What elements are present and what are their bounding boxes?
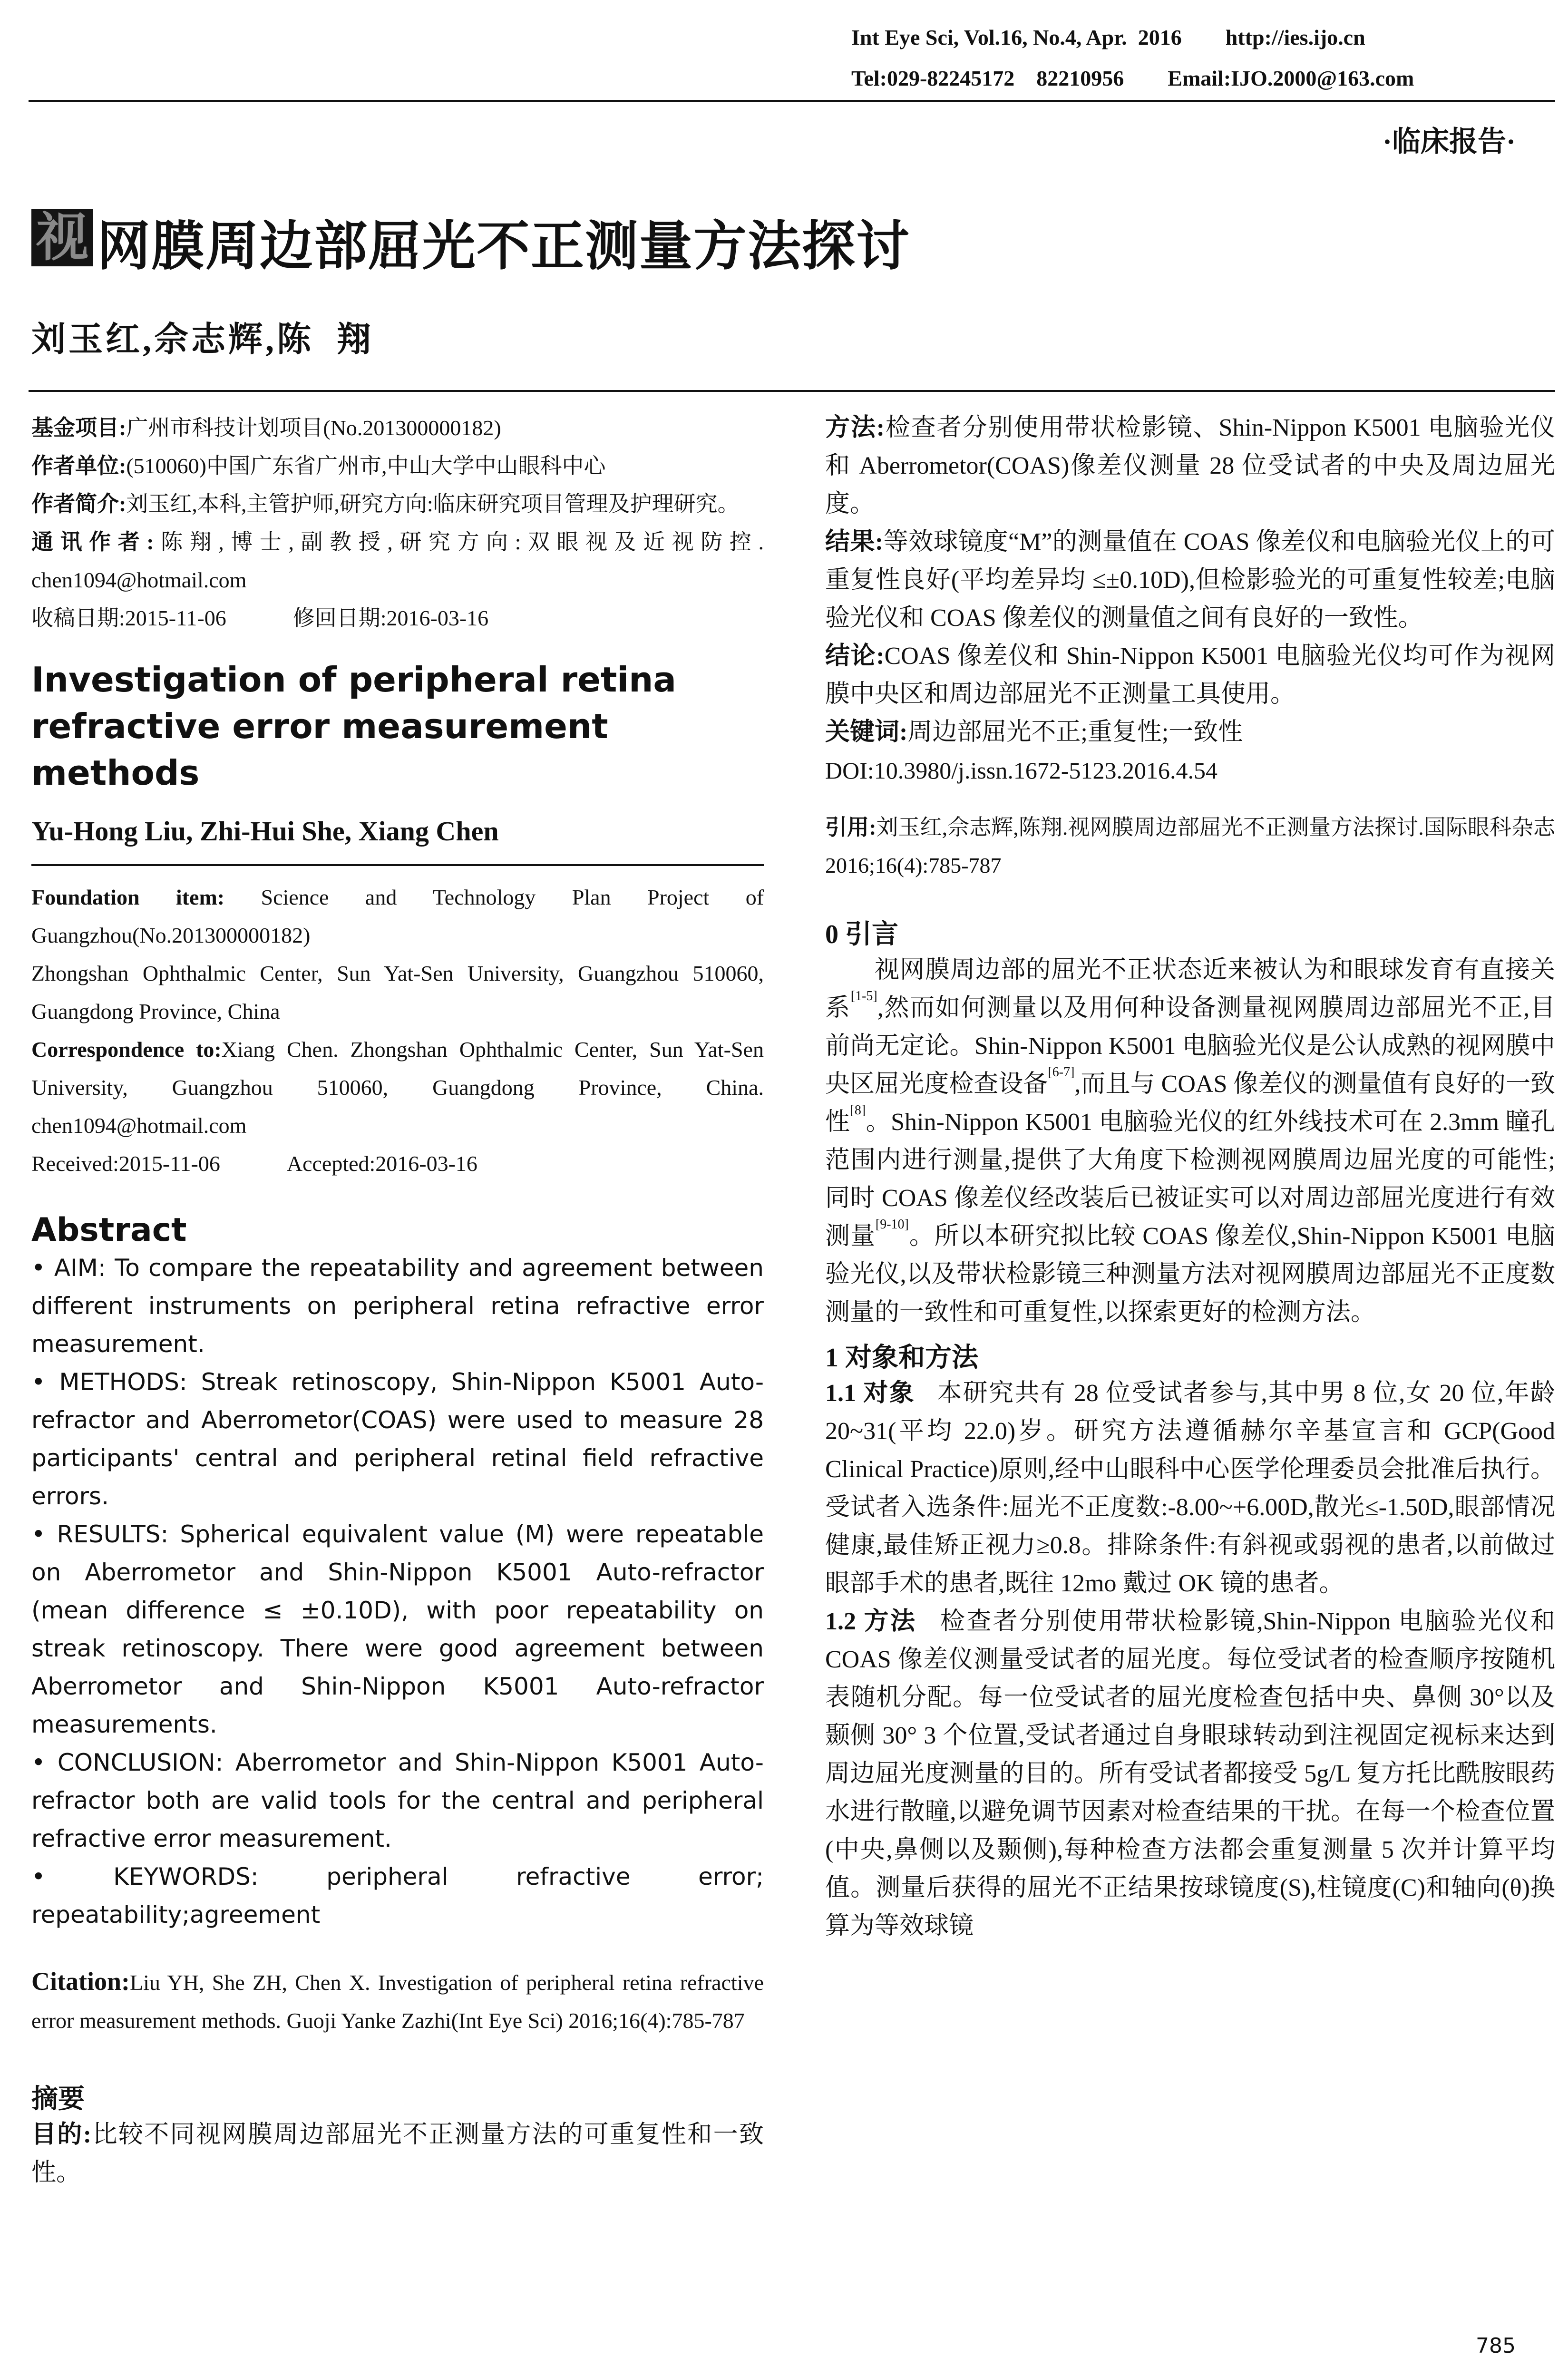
citation-chinese: 引用:刘玉红,佘志辉,陈翔.视网膜周边部屈光不正测量方法探讨.国际眼科杂志 2016;16(4):785-787 — [825, 815, 1556, 877]
abstract-methods-cn: 方法:检查者分别使用带状检影镜、Shin-Nippon K5001 电脑验光仪和 Aberrometor(COAS)像差仪测量 28 位受试者的中央及周边屈光度。 — [825, 414, 1555, 517]
fund-line: 基金项目:广州市科技计划项目(No.201300000182) — [31, 416, 501, 440]
abstract-aim: • AIM: To compare the repeatability and agreement between different instruments on peripheral retina refractive error measurement. — [31, 1254, 764, 1358]
section-1-1-paragraph: 1.1 对象 本研究共有 28 位受试者参与,其中男 8 位,女 20 位,年龄 20~31(平均 22.0)岁。研究方法遵循赫尔辛基宣言和 GCP(Good Clinical Practice)原则,经中山眼科中心医学伦理委员会批准后执行。受试者入选条件:屈光不正度数:-8.00~+6.00D,散光≤-1.50D,眼部情况健康,最佳矫正视力≥0.8。排除条件:有斜视或弱视的患者,以前做过眼部手术的患者,既往 12mo 戴过 OK 镜的患者。 — [825, 1380, 1555, 1597]
section-1-2-paragraph: 1.2 方法 检查者分别使用带状检影镜,Shin-Nippon 电脑验光仪和 COAS 像差仪测量受试者的屈光度。每位受试者的检查顺序按随机表随机分配。每一位受试者的屈光度检查包括中央、鼻侧 30°以及颞侧 30° 3 个位置,受试者通过自身眼球转动到注视固定视标来达到周边屈光度测量的目的。所有受试者都接受 5g/L 复方托比酰胺眼药水进行散瞳,以避免调节因素对检查结果的干扰。在每一个检查位置(中央,鼻侧以及颞侧),每种检查方法都会重复测量 5 次并计算平均值。测量后获得的屈光不正结果按球镜度(S),柱镜度(C)和轴向(θ)换算为等效球镜 — [825, 1608, 1556, 1939]
left-column — [31, 409, 764, 2192]
doi: DOI:10.3980/j.issn.1672-5123.2016.4.54 — [825, 757, 1217, 784]
abstract-conclusion: • CONCLUSION: Aberrometor and Shin-Nippon K5001 Auto-refractor both are valid tools for the central and peripheral refractive error measurement. — [31, 1749, 764, 1852]
title-rule — [29, 390, 1555, 392]
abstract-heading: Abstract — [31, 1211, 187, 1249]
dates-en: Received:2015-11-06 Accepted:2016-03-16 — [31, 1151, 477, 1176]
title-initial-icon: 视 — [31, 209, 93, 266]
abstract-results: • RESULTS: Spherical equivalent value (M) were repeatable on Aberrometor and Shin-Nippon K5001 Auto-refractor (mean difference ≤ ±0.10D), with poor repeatability on streak retinoscopy. There were good agreement between Aberrometor and Shin-Nippon K5001 Auto-refractor measurements. — [31, 1520, 764, 1738]
affiliation-line: 作者单位:(510060)中国广东省广州市,中山大学中山眼科中心 — [31, 454, 606, 478]
dates-cn: 收稿日期:2015-11-06 修回日期:2016-03-16 — [31, 606, 489, 630]
abstract-objective-cn: 目的:比较不同视网膜周边部屈光不正测量方法的可重复性和一致性。 — [31, 2121, 764, 2186]
journal-header-line2: Tel:029-82245172 82210956 Email:IJO.2000@163.com — [851, 66, 1414, 90]
header-rule — [29, 100, 1555, 102]
keywords-cn: 关键词:周边部屈光不正;重复性;一致性 — [825, 719, 1243, 746]
corresponding-author-line: 通讯作者:陈翔,博士,副教授,研究方向:双眼视及近视防控. chen1094@hotmail.com — [31, 530, 764, 592]
english-title: Investigation of peripheral retina refractive error measurement methods — [31, 660, 676, 793]
foundation-item: Foundation item: Science and Technology Plan Project of Guangzhou(No.201300000182) — [31, 885, 764, 947]
page-number: 785 — [1476, 2334, 1516, 2358]
authors-chinese: 刘玉红,佘志辉,陈 翔 — [31, 321, 374, 359]
correspondence: Correspondence to:Xiang Chen. Zhongshan Ophthalmic Center, Sun Yat-Sen University, Guangzhou 510060, Guangdong Province, China. chen1094@hotmail.com — [31, 1037, 764, 1138]
section-tag: ·临床报告· — [1382, 126, 1516, 157]
section-0-paragraph: 视网膜周边部的屈光不正状态近来被认为和眼球发育有直接关系[1-5],然而如何测量以及用何种设备测量视网膜周边部屈光不正,目前尚无定论。Shin-Nippon K5001 电脑验光仪是公认成熟的视网膜中央区屈光度检查设备[6-7],而且与 COAS 像差仪的测量值有良好的一致性[8]。Shin-Nippon K5001 电脑验光仪的红外线技术可在 2.3mm 瞳孔范围内进行测量,提供了大角度下检测视网膜周边屈光度的可能性;同时 COAS 像差仪经改装后已被证实可以对周边部屈光度进行有效测量[9-10]。所以本研究拟比较 COAS 像差仪,Shin-Nippon K5001 电脑验光仪,以及带状检影镜三种测量方法对视网膜周边部屈光不正度数测量的一致性和可重复性,以探索更好的检测方法。 — [825, 956, 1555, 1326]
abstract-results-cn: 结果:等效球镜度“M”的测量值在 COAS 像差仪和电脑验光仪上的可重复性良好(平均差异均 ≤±0.10D),但检影验光的可重复性较差;电脑验光仪和 COAS 像差仪的测量值之间有良好的一致性。 — [825, 528, 1555, 632]
author-bio-line: 作者简介:刘玉红,本科,主管护师,研究方向:临床研究项目管理及护理研究。 — [31, 492, 740, 516]
right-column — [825, 409, 1555, 1945]
citation-english: Citation:Liu YH, She ZH, Chen X. Investigation of peripheral retina refractive error measurement methods. Guoji Yanke Zazhi(Int Eye Sci) 2016;16(4):785-787 — [31, 1967, 764, 2033]
section-1-heading: 1 对象和方法 — [825, 1343, 978, 1373]
english-authors-rule — [31, 864, 764, 866]
abstract-conclusion-cn: 结论:COAS 像差仪和 Shin-Nippon K5001 电脑验光仪均可作为视网膜中央区和周边部屈光不正测量工具使用。 — [825, 643, 1555, 708]
chinese-abstract-heading: 摘要 — [31, 2085, 85, 2114]
section-0-heading: 0 引言 — [825, 920, 898, 949]
abstract-methods: • METHODS: Streak retinoscopy, Shin-Nippon K5001 Auto-refractor and Aberrometor(COAS) were used to measure 28 participants' central and peripheral retinal field refractive errors. — [31, 1368, 764, 1510]
english-authors: Yu-Hong Liu, Zhi-Hui She, Xiang Chen — [31, 816, 499, 847]
abstract-keywords: • KEYWORDS: peripheral refractive error; repeatability;agreement — [31, 1863, 764, 1929]
journal-header-line1: Int Eye Sci, Vol.16, No.4, Apr. 2016 http://ies.ijo.cn — [851, 25, 1365, 49]
article-title: 网膜周边部屈光不正测量方法探讨 — [97, 217, 910, 276]
english-affiliation: Zhongshan Ophthalmic Center, Sun Yat-Sen University, Guangzhou 510060, Guangdong Province, China — [31, 961, 764, 1023]
